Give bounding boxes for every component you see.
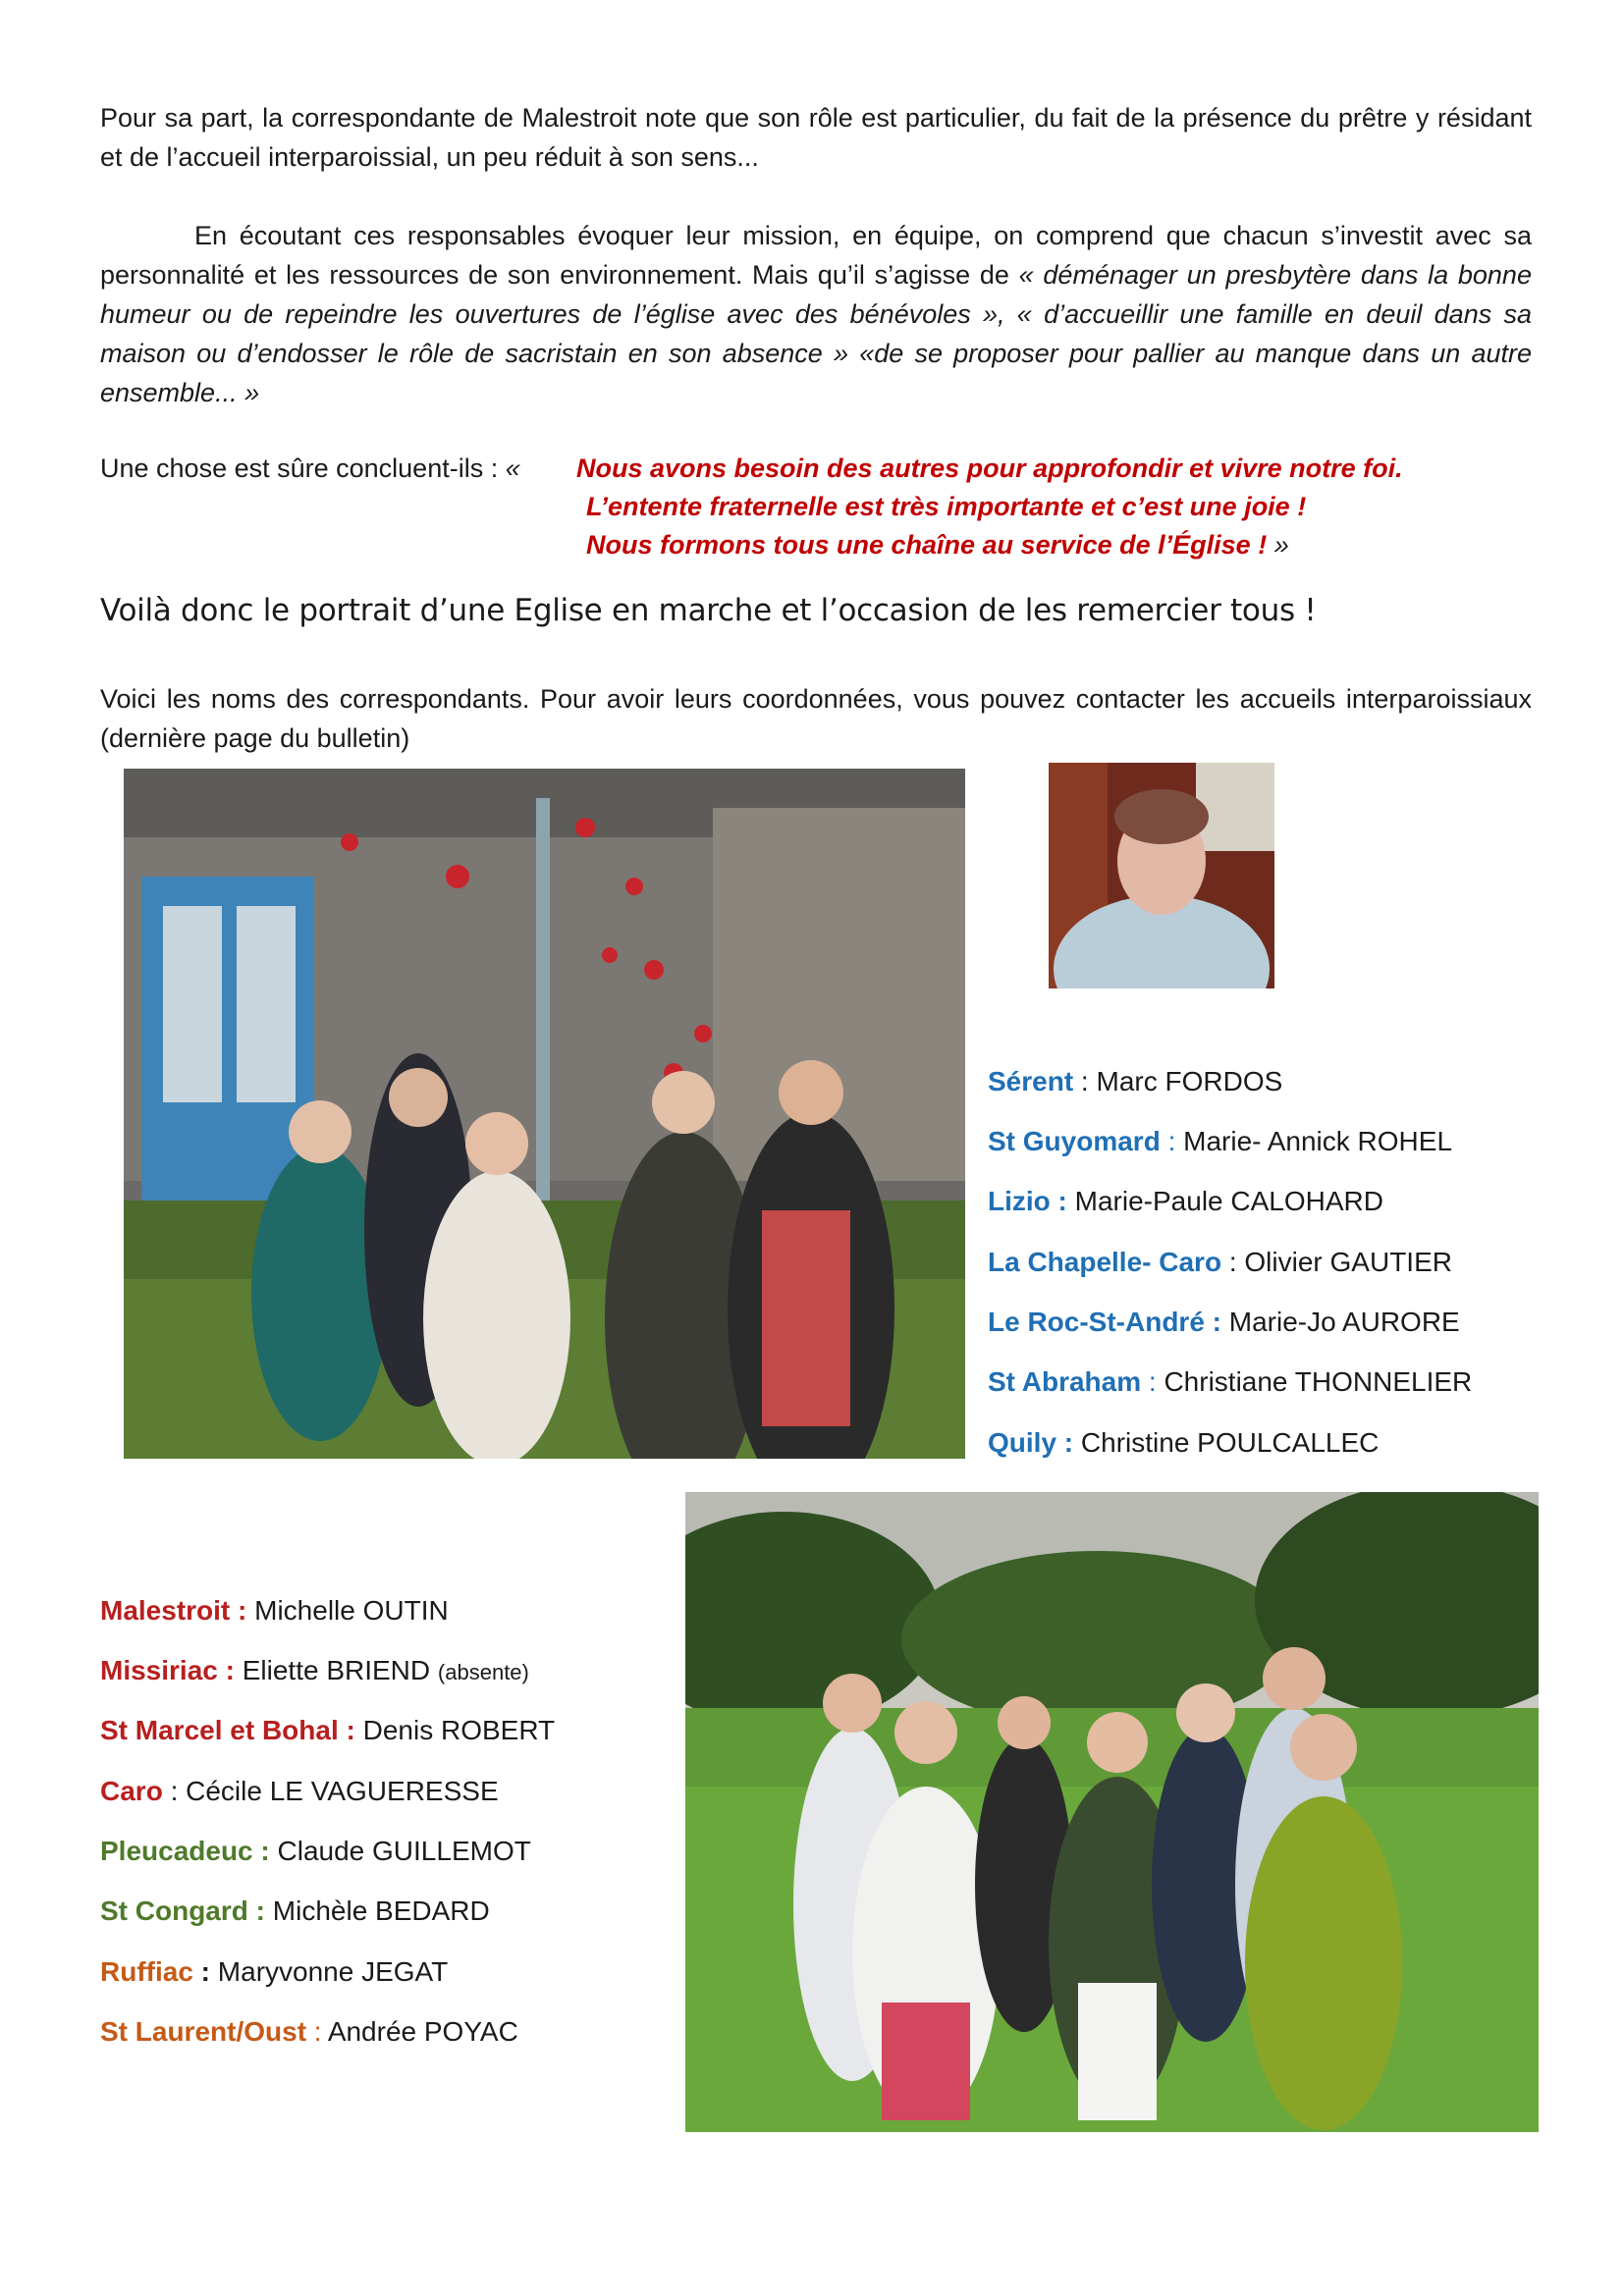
paragraph-correspondants: Voici les noms des correspondants. Pour avoir leurs coordonnées, vous pouvez contacter les accueils interparoissiaux (dernière page du bulletin) xyxy=(100,684,1532,753)
quote-close-mark: » xyxy=(1273,530,1289,560)
paragraph-mission-quotes: « déménager un presbytère dans la bonne humeur ou de repeindre les ouvertures de l’église avec des bénévoles », « d’accueillir une famille en deuil dans sa maison ou d’endosser le rôle de sacristain en son absence » «de se proposer pour pallier au manque dans un autre ensemble... » xyxy=(100,260,1532,407)
list-item: La Chapelle- Caro : Olivier GAUTIER xyxy=(988,1247,1452,1277)
list-item: St Laurent/Oust : Andrée POYAC xyxy=(100,2016,518,2047)
list-item: St Congard : Michèle BEDARD xyxy=(100,1896,490,1926)
list-item: Pleucadeuc : Claude GUILLEMOT xyxy=(100,1836,531,1866)
list-item: Malestroit : Michelle OUTIN xyxy=(100,1595,449,1626)
absent-note: (absente) xyxy=(437,1660,529,1684)
list-item: Missiriac : Eliette BRIEND (absente) xyxy=(100,1655,529,1685)
list-item: St Abraham : Christiane THONNELIER xyxy=(988,1366,1473,1397)
list-item: Ruffiac : Maryvonne JEGAT xyxy=(100,1956,449,1987)
quote-line-2: L’entente fraternelle est très importante et c’est une joie ! xyxy=(586,492,1307,521)
headline: Voilà donc le portrait d’une Eglise en marche et l’occasion de les remercier tous ! xyxy=(100,593,1317,628)
portrait-photo xyxy=(1049,763,1274,988)
quote-open-mark: « xyxy=(505,454,520,483)
list-item: St Marcel et Bohal : Denis ROBERT xyxy=(100,1715,556,1745)
list-item: Quily : Christine POULCALLEC xyxy=(988,1427,1380,1458)
quote-line-3: Nous formons tous une chaîne au service de l’Église ! » xyxy=(586,530,1289,560)
group-photo-house xyxy=(124,769,965,1459)
quote-intro: Une chose est sûre concluent-ils : xyxy=(100,454,499,483)
list-item: Le Roc-St-André : Marie-Jo AURORE xyxy=(988,1307,1460,1337)
list-item: Lizio : Marie-Paule CALOHARD xyxy=(988,1186,1383,1216)
paragraph-malestroit: Pour sa part, la correspondante de Malestroit note que son rôle est particulier, du fait de la présence du prêtre y résidant et de l’accueil interparoissial, un peu réduit à son sens... xyxy=(100,103,1532,172)
paragraph-mission: En écoutant ces responsables évoquer leur mission, en équipe, on comprend que chacun s’investit avec sa personnalité et les ressources de son environnement. Mais qu’il s’agisse de « déménager un presbytère dans la bonne humeur ou de repeindre les ouvertures de l’église avec des bénévoles », « d’accueillir une famille en deuil dans sa maison ou d’endosser le rôle de sacristain en son absence » «de se proposer pour pallier au manque dans un autre ensemble... » xyxy=(100,221,1532,407)
list-item: Sérent : Marc FORDOS xyxy=(988,1066,1283,1096)
quote-line-1: Nous avons besoin des autres pour approfondir et vivre notre foi. xyxy=(576,454,1403,483)
list-item: Caro : Cécile LE VAGUERESSE xyxy=(100,1776,499,1806)
group-photo-field xyxy=(685,1492,1539,2132)
list-item: St Guyomard : Marie- Annick ROHEL xyxy=(988,1126,1453,1156)
